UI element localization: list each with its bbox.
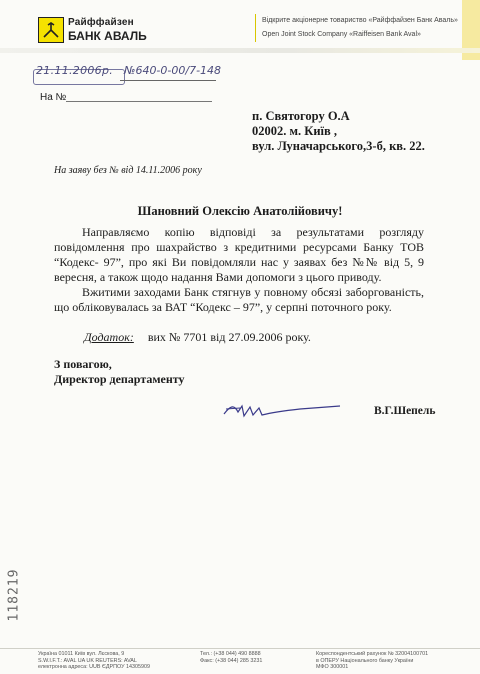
addressee-name: п. Святогору О.А bbox=[252, 109, 350, 123]
paragraph-2-text: Вжитими заходами Банк стягнув у повному обсязі заборгованість, що обліковувалась за ВАТ “Кодекс – 97”, у серпні поточного року. bbox=[54, 285, 424, 314]
body-paragraph-2 bbox=[54, 285, 424, 315]
footer-phone-line: Факс: (+38 044) 285 3231 bbox=[200, 657, 263, 664]
footer-rule bbox=[0, 648, 480, 649]
footer-bank-line: Кореспондентський рахунок № 32004100701 bbox=[316, 651, 429, 657]
footer-address bbox=[38, 651, 150, 671]
addressee-street: вул. Луначарського,3-б, кв. 22. bbox=[252, 139, 425, 153]
paragraph-1-text: Направляємо копію відповіді за результатами розгляду повідомлення про шахрайство з кредитними ресурсами Банку ТОВ “Кодекс- 97”, про які Ви повідомляли нас у заявах без №№ від 5, 9 вересня, а також щодо надання Вами допомоги з цього приводу. bbox=[54, 225, 424, 284]
handwritten-signature bbox=[222, 398, 342, 424]
footer-bank-details bbox=[316, 651, 428, 671]
footer-bank-line: МФО 300001 bbox=[316, 664, 349, 670]
reply-reference: На заяву без № від 14.11.2006 року bbox=[54, 165, 202, 176]
footer-address-line: Україна 01011 Київ вул. Лєскова, 9 bbox=[38, 651, 125, 657]
closing-regards: З повагою, bbox=[54, 357, 112, 371]
company-name-en: Open Joint Stock Company «Raiffeisen Bank Aval» bbox=[262, 31, 421, 38]
signer-name: В.Г.Шепель bbox=[374, 405, 436, 417]
number-underline bbox=[120, 80, 216, 81]
raiffeisen-logo-icon bbox=[38, 17, 64, 43]
logo-line2: БАНК АВАЛЬ bbox=[68, 29, 147, 43]
closing-title: Директор департаменту bbox=[54, 372, 185, 386]
logo-line1: Райффайзен bbox=[68, 17, 134, 28]
incoming-ref-line bbox=[66, 101, 212, 102]
handwritten-date: 21.11.2006р. bbox=[36, 64, 114, 77]
footer-address-line: електронна адреса: UUB ЄДРПОУ 14305909 bbox=[38, 664, 150, 670]
header-band bbox=[0, 48, 480, 53]
enclosure-text: вих № 7701 від 27.09.2006 року. bbox=[147, 330, 311, 344]
body-paragraph-1 bbox=[54, 225, 424, 285]
company-name-ua: Відкрите акціонерне товариство «Райффайзен Банк Аваль» bbox=[262, 17, 458, 24]
enclosure bbox=[84, 330, 311, 345]
footer-phone-line: Тел.: (+38 044) 490 8888 bbox=[200, 651, 261, 657]
handwritten-outgoing-number: №640-0-00/7-148 bbox=[124, 64, 222, 77]
footer-address-line: S.W.I.F.T.: AVAL UA UK REUTERS: AVAL bbox=[38, 657, 137, 664]
side-stamp-number bbox=[2, 540, 26, 650]
header-divider bbox=[255, 14, 256, 42]
footer-bank-line: в ОПЕРУ Національного банку України bbox=[316, 657, 414, 664]
bank-logo bbox=[38, 16, 148, 46]
addressee-city: 02002. м. Київ , bbox=[252, 124, 338, 138]
salutation: Шановний Олексію Анатолійовичу! bbox=[137, 204, 343, 218]
enclosure-label: Додаток: bbox=[84, 330, 134, 344]
incoming-ref-label: На № bbox=[40, 92, 67, 103]
side-stamp-text: 118219 bbox=[6, 568, 22, 622]
footer-phones bbox=[200, 651, 262, 664]
